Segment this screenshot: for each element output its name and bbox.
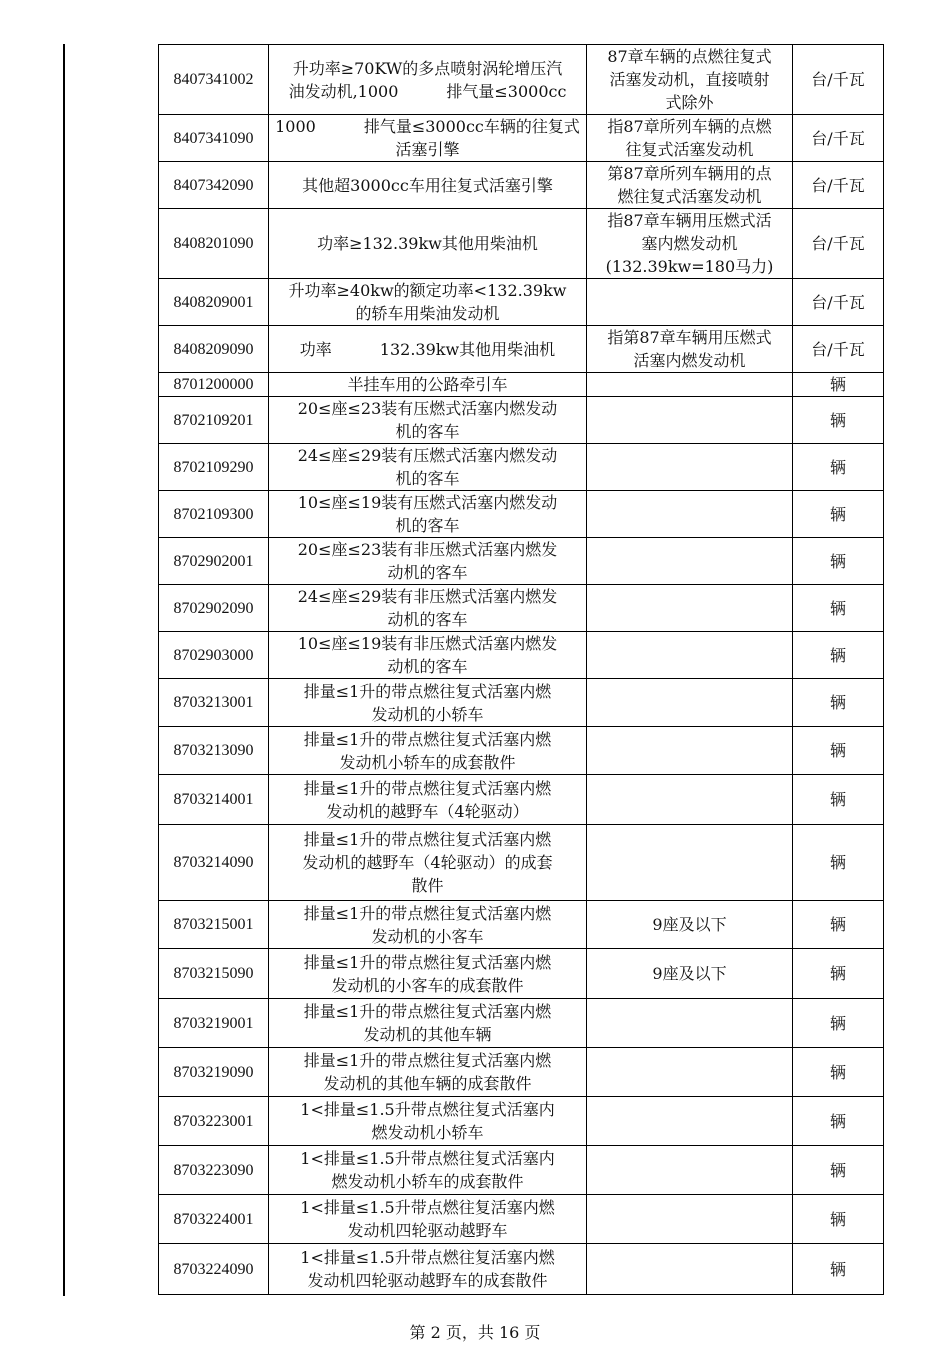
hs-code-cell: 8703214090 (159, 825, 269, 901)
note-cell (587, 373, 793, 397)
unit-cell: 台/千瓦 (793, 209, 884, 279)
note-cell (587, 397, 793, 444)
hs-code-cell: 8408209001 (159, 279, 269, 326)
unit-cell: 台/千瓦 (793, 115, 884, 162)
unit-cell: 辆 (793, 1244, 884, 1295)
table-row (159, 1048, 884, 1097)
description-cell: 其他超3000cc车用往复式活塞引擎 (269, 162, 587, 209)
hs-code-cell: 8703223090 (159, 1146, 269, 1195)
note-cell: 9座及以下 (587, 901, 793, 949)
unit-cell: 辆 (793, 444, 884, 491)
unit-cell: 辆 (793, 775, 884, 825)
note-cell (587, 585, 793, 632)
table-row (159, 949, 884, 999)
description-cell: 排量≤1升的带点燃往复式活塞内燃 发动机的越野车（4轮驱动）的成套 散件 (269, 825, 587, 901)
note-cell (587, 444, 793, 491)
hs-code-cell: 8702109201 (159, 397, 269, 444)
hs-code-cell: 8703214001 (159, 775, 269, 825)
hs-code-cell: 8703223001 (159, 1097, 269, 1146)
note-cell (587, 491, 793, 538)
description-cell: 1<排量≤1.5升带点燃往复式活塞内 燃发动机小轿车 (269, 1097, 587, 1146)
unit-cell: 辆 (793, 1195, 884, 1244)
table-row (159, 115, 884, 162)
hs-code-cell: 8703219001 (159, 999, 269, 1048)
description-cell: 排量≤1升的带点燃往复式活塞内燃 发动机的其他车辆的成套散件 (269, 1048, 587, 1097)
description-cell: 升功率≥40kw的额定功率<132.39kw 的轿车用柴油发动机 (269, 279, 587, 326)
description-cell: 20≤座≤23装有压燃式活塞内燃发动 机的客车 (269, 397, 587, 444)
note-cell (587, 679, 793, 727)
hs-code-cell: 8703224001 (159, 1195, 269, 1244)
table-row (159, 679, 884, 727)
note-cell: 指第87章车辆用压燃式 活塞内燃发动机 (587, 326, 793, 373)
table-row (159, 1146, 884, 1195)
unit-cell: 辆 (793, 949, 884, 999)
unit-cell: 辆 (793, 1048, 884, 1097)
description-cell: 10≤座≤19装有非压燃式活塞内燃发 动机的客车 (269, 632, 587, 679)
table-row (159, 999, 884, 1048)
table-row (159, 775, 884, 825)
note-cell: 9座及以下 (587, 949, 793, 999)
description-cell: 1<排量≤1.5升带点燃往复活塞内燃 发动机四轮驱动越野车 (269, 1195, 587, 1244)
hs-code-cell: 8703215001 (159, 901, 269, 949)
description-cell: 排量≤1升的带点燃往复式活塞内燃 发动机的小客车的成套散件 (269, 949, 587, 999)
unit-cell: 辆 (793, 901, 884, 949)
hs-code-cell: 8408209090 (159, 326, 269, 373)
unit-cell: 台/千瓦 (793, 162, 884, 209)
description-cell: 24≤座≤29装有非压燃式活塞内燃发 动机的客车 (269, 585, 587, 632)
unit-cell: 辆 (793, 538, 884, 585)
hs-code-cell: 8701200000 (159, 373, 269, 397)
hs-code-cell: 8703224090 (159, 1244, 269, 1295)
note-cell: 指87章所列车辆的点燃 往复式活塞发动机 (587, 115, 793, 162)
unit-cell: 辆 (793, 491, 884, 538)
note-cell (587, 999, 793, 1048)
description-cell: 升功率≥70KW的多点喷射涡轮增压汽 油发动机,1000 排气量≤3000cc (269, 45, 587, 115)
unit-cell: 台/千瓦 (793, 279, 884, 326)
hs-code-cell: 8703219090 (159, 1048, 269, 1097)
table-row (159, 373, 884, 397)
table-row (159, 1195, 884, 1244)
unit-cell: 台/千瓦 (793, 326, 884, 373)
hs-code-cell: 8703213001 (159, 679, 269, 727)
table-row (159, 632, 884, 679)
table-row (159, 326, 884, 373)
hs-code-cell: 8703215090 (159, 949, 269, 999)
hs-code-cell: 8703213090 (159, 727, 269, 775)
description-cell: 排量≤1升的带点燃往复式活塞内燃 发动机的小客车 (269, 901, 587, 949)
unit-cell: 辆 (793, 585, 884, 632)
description-cell: 1<排量≤1.5升带点燃往复式活塞内 燃发动机小轿车的成套散件 (269, 1146, 587, 1195)
unit-cell: 辆 (793, 727, 884, 775)
hs-code-cell: 8702109290 (159, 444, 269, 491)
hs-code-cell: 8702902001 (159, 538, 269, 585)
hs-code-cell: 8702902090 (159, 585, 269, 632)
description-cell: 20≤座≤23装有非压燃式活塞内燃发 动机的客车 (269, 538, 587, 585)
unit-cell: 台/千瓦 (793, 45, 884, 115)
description-cell: 24≤座≤29装有压燃式活塞内燃发动 机的客车 (269, 444, 587, 491)
description-cell: 功率 132.39kw其他用柴油机 (269, 326, 587, 373)
description-cell: 10≤座≤19装有压燃式活塞内燃发动 机的客车 (269, 491, 587, 538)
note-cell (587, 1244, 793, 1295)
unit-cell: 辆 (793, 1146, 884, 1195)
table-row (159, 825, 884, 901)
table-row (159, 209, 884, 279)
description-cell: 排量≤1升的带点燃往复式活塞内燃 发动机的其他车辆 (269, 999, 587, 1048)
table-row (159, 585, 884, 632)
tariff-table (158, 44, 884, 1295)
description-cell: 半挂车用的公路牵引车 (269, 373, 587, 397)
hs-code-cell: 8702903000 (159, 632, 269, 679)
note-cell (587, 775, 793, 825)
description-cell: 排量≤1升的带点燃往复式活塞内燃 发动机的越野车（4轮驱动） (269, 775, 587, 825)
note-cell (587, 279, 793, 326)
table-row (159, 397, 884, 444)
hs-code-cell: 8407342090 (159, 162, 269, 209)
unit-cell: 辆 (793, 373, 884, 397)
description-cell: 1<排量≤1.5升带点燃往复活塞内燃 发动机四轮驱动越野车的成套散件 (269, 1244, 587, 1295)
unit-cell: 辆 (793, 679, 884, 727)
description-cell: 排量≤1升的带点燃往复式活塞内燃 发动机的小轿车 (269, 679, 587, 727)
note-cell (587, 727, 793, 775)
table-row (159, 538, 884, 585)
description-cell: 排量≤1升的带点燃往复式活塞内燃 发动机小轿车的成套散件 (269, 727, 587, 775)
unit-cell: 辆 (793, 825, 884, 901)
description-cell: 1000 排气量≤3000cc车辆的往复式 活塞引擎 (269, 115, 587, 162)
table-row (159, 1244, 884, 1295)
hs-code-cell: 8408201090 (159, 209, 269, 279)
left-margin-line (63, 44, 65, 1296)
hs-code-cell: 8702109300 (159, 491, 269, 538)
table-row (159, 901, 884, 949)
table-row (159, 45, 884, 115)
description-cell: 功率≥132.39kw其他用柴油机 (269, 209, 587, 279)
note-cell: 指87章车辆用压燃式活 塞内燃发动机 (132.39kw=180马力) (587, 209, 793, 279)
table-row (159, 162, 884, 209)
note-cell (587, 538, 793, 585)
hs-code-cell: 8407341090 (159, 115, 269, 162)
unit-cell: 辆 (793, 999, 884, 1048)
table-row (159, 491, 884, 538)
note-cell (587, 632, 793, 679)
table-row (159, 279, 884, 326)
note-cell (587, 825, 793, 901)
note-cell (587, 1097, 793, 1146)
unit-cell: 辆 (793, 397, 884, 444)
table-row (159, 727, 884, 775)
table-row (159, 444, 884, 491)
note-cell (587, 1195, 793, 1244)
note-cell: 87章车辆的点燃往复式 活塞发动机，直接喷射 式除外 (587, 45, 793, 115)
unit-cell: 辆 (793, 632, 884, 679)
unit-cell: 辆 (793, 1097, 884, 1146)
hs-code-cell: 8407341002 (159, 45, 269, 115)
note-cell (587, 1146, 793, 1195)
note-cell (587, 1048, 793, 1097)
table-row (159, 1097, 884, 1146)
page-footer: 第 2 页，共 16 页 (409, 1323, 541, 1342)
note-cell: 第87章所列车辆用的点 燃往复式活塞发动机 (587, 162, 793, 209)
tariff-table-body (159, 45, 884, 1295)
